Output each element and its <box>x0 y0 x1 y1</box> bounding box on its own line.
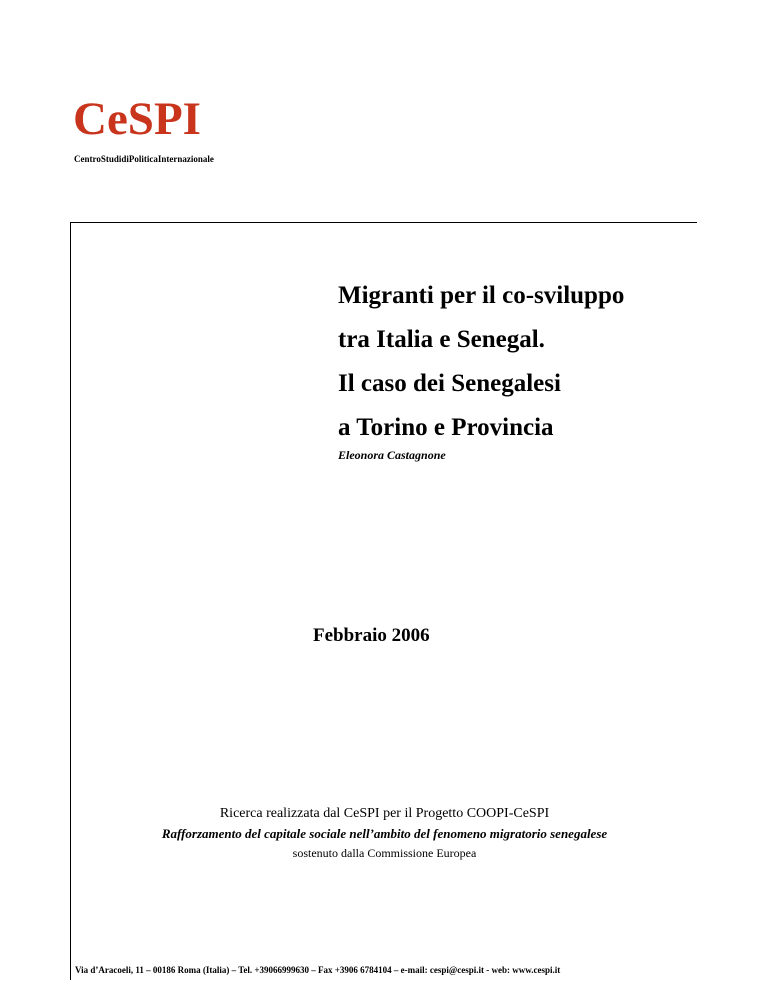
title-line-3: Il caso dei Senegalesi <box>338 370 561 397</box>
cespi-logo: CeSPI <box>73 93 201 145</box>
footer-address: Via d’Aracoeli, 11 – 00186 Roma (Italia) – Tel. +39066999630 – Fax +3906 6784104 – e-mail: cespi@cespi.it - web: www.cespi.it <box>75 965 561 975</box>
logo-subtitle: CentroStudidiPoliticaInternazionale <box>74 154 214 164</box>
title-line-2: tra Italia e Senegal. <box>338 326 545 353</box>
document-title <box>338 274 738 450</box>
title-line-4: a Torino e Provincia <box>338 414 554 441</box>
frame-top-rule <box>70 222 697 223</box>
credits-line-project: Rafforzamento del capitale sociale nell’ambito del fenomeno migratorio senegalese <box>161 826 608 841</box>
credits-line-research: Ricerca realizzata dal CeSPI per il Progetto COOPI-CeSPI <box>219 806 550 821</box>
title-line-1: Migranti per il co-sviluppo <box>338 282 625 309</box>
frame-left-rule <box>70 222 71 980</box>
credits-block <box>71 804 698 862</box>
publication-date: Febbraio 2006 <box>313 625 430 646</box>
author-name: Eleonora Castagnone <box>338 448 446 462</box>
credits-line-sponsor: sostenuto dalla Commissione Europea <box>292 846 477 860</box>
